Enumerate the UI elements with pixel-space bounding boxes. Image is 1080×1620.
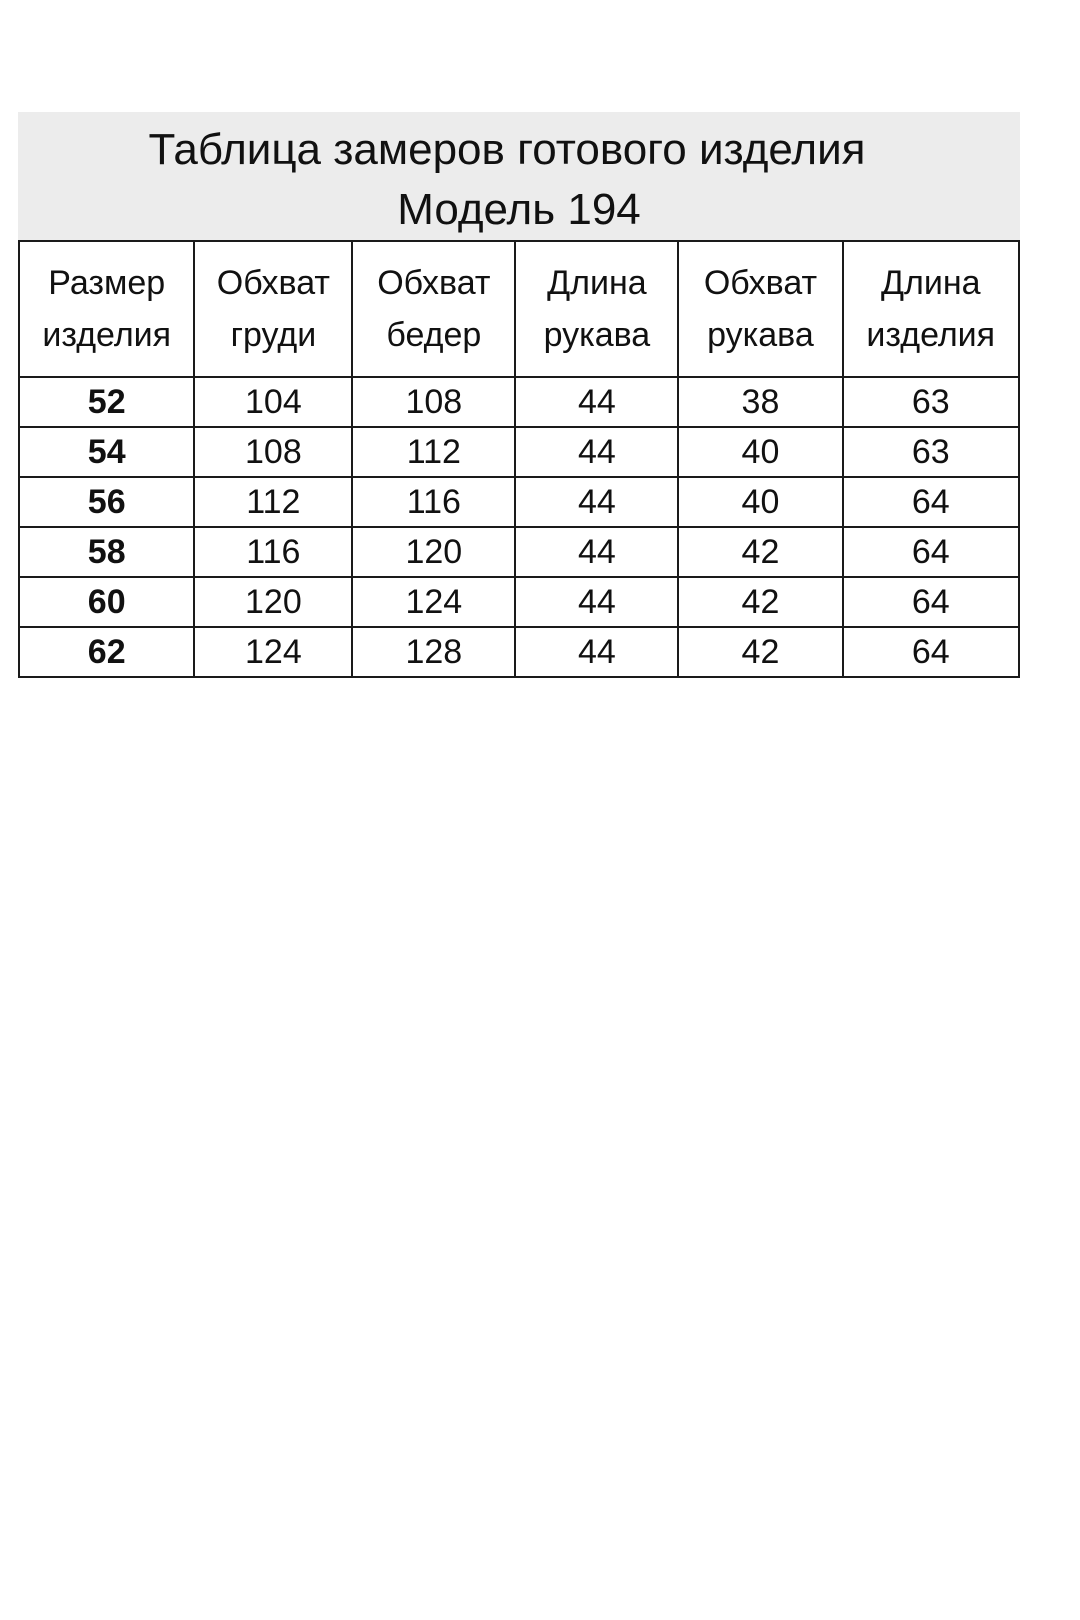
header-sleeve-length-line1: Длина — [547, 264, 647, 302]
header-garment-length — [843, 241, 1020, 377]
garment-length-cell: 64 — [843, 627, 1020, 677]
sleeve-length-cell: 44 — [515, 477, 678, 527]
sleeve-length-cell: 44 — [515, 627, 678, 677]
header-hips — [352, 241, 515, 377]
table-row — [19, 427, 1019, 477]
header-sleeve-length-line2: рукава — [543, 316, 651, 354]
header-size-line1: Размер — [48, 264, 166, 302]
chest-cell: 124 — [194, 627, 352, 677]
size-cell: 52 — [19, 377, 194, 427]
header-hips-line2: бедер — [386, 316, 482, 354]
chest-cell: 108 — [194, 427, 352, 477]
sleeve-girth-cell: 42 — [678, 527, 842, 577]
header-sleeve-girth — [678, 241, 842, 377]
hips-cell: 128 — [352, 627, 515, 677]
garment-length-cell: 63 — [843, 377, 1020, 427]
header-size-line2: изделия — [42, 316, 172, 354]
sleeve-girth-cell: 40 — [678, 427, 842, 477]
sleeve-girth-cell: 38 — [678, 377, 842, 427]
table-row — [19, 377, 1019, 427]
size-cell: 56 — [19, 477, 194, 527]
garment-length-cell: 64 — [843, 477, 1020, 527]
header-sleeve-girth-line1: Обхват — [703, 264, 818, 302]
size-cell: 60 — [19, 577, 194, 627]
sleeve-girth-cell: 42 — [678, 577, 842, 627]
sleeve-length-cell: 44 — [515, 577, 678, 627]
header-chest-line1: Обхват — [216, 264, 330, 302]
garment-length-cell: 64 — [843, 527, 1020, 577]
hips-cell: 116 — [352, 477, 515, 527]
table-row — [19, 477, 1019, 527]
hips-cell: 112 — [352, 427, 515, 477]
garment-length-cell: 64 — [843, 577, 1020, 627]
header-sleeve-length — [515, 241, 678, 377]
chest-cell: 120 — [194, 577, 352, 627]
hips-cell: 120 — [352, 527, 515, 577]
sleeve-girth-cell: 40 — [678, 477, 842, 527]
sleeve-length-cell: 44 — [515, 427, 678, 477]
header-chest — [194, 241, 352, 377]
model-subtitle: Модель 194 — [397, 185, 641, 234]
size-cell: 62 — [19, 627, 194, 677]
table-row — [19, 577, 1019, 627]
chest-cell: 104 — [194, 377, 352, 427]
measurements-table — [18, 240, 1020, 678]
header-chest-line2: груди — [230, 316, 317, 354]
sleeve-girth-cell: 42 — [678, 627, 842, 677]
table-row — [19, 527, 1019, 577]
header-hips-line1: Обхват — [377, 264, 491, 302]
sleeve-length-cell: 44 — [515, 377, 678, 427]
hips-cell: 108 — [352, 377, 515, 427]
header-size — [19, 241, 194, 377]
header-garment-length-line2: изделия — [866, 316, 996, 354]
garment-length-cell: 63 — [843, 427, 1020, 477]
size-chart — [18, 112, 1020, 678]
hips-cell: 124 — [352, 577, 515, 627]
header-sleeve-girth-line2: рукава — [707, 316, 814, 354]
title-band — [18, 112, 1020, 240]
page-title: Таблица замеров готового изделия — [148, 125, 866, 174]
table-row — [19, 627, 1019, 677]
header-row — [19, 241, 1019, 377]
header-garment-length-line1: Длина — [880, 264, 981, 302]
chest-cell: 112 — [194, 477, 352, 527]
sleeve-length-cell: 44 — [515, 527, 678, 577]
chest-cell: 116 — [194, 527, 352, 577]
size-cell: 54 — [19, 427, 194, 477]
size-cell: 58 — [19, 527, 194, 577]
